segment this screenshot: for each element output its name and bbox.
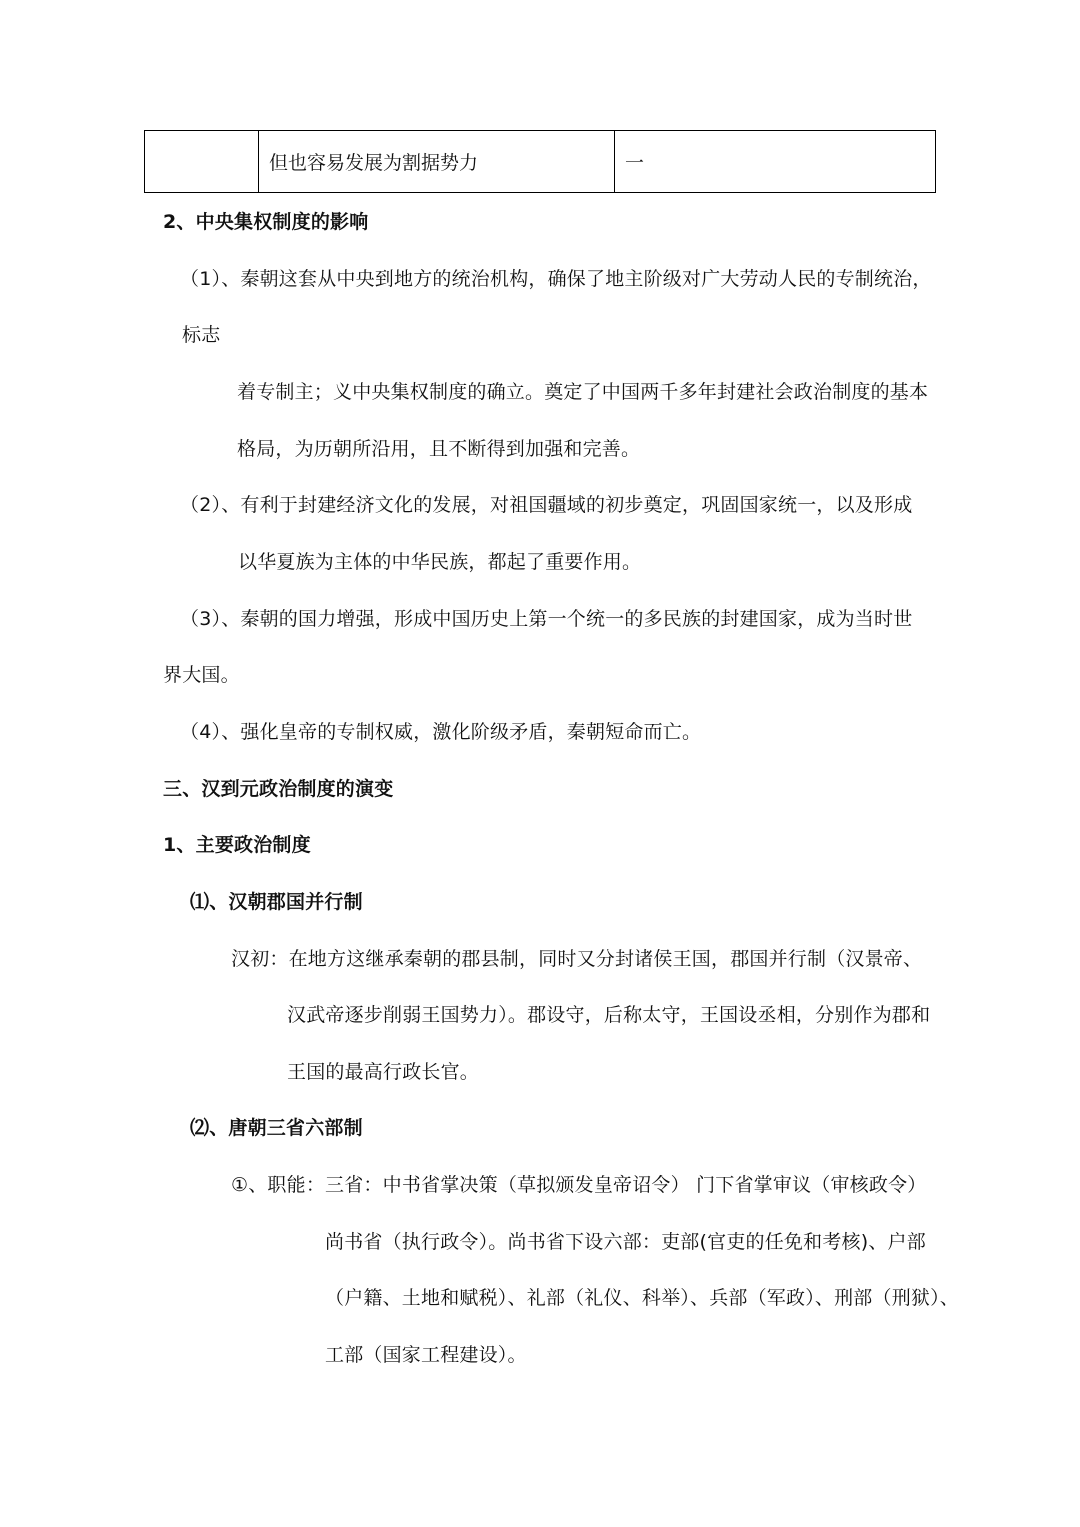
section-heading: 2、中央集权制度的影响 xyxy=(163,211,369,233)
paragraph-line: （4）、强化皇帝的专制权威，激化阶级矛盾，秦朝短命而亡。 xyxy=(180,721,702,743)
paragraph-line: （户籍、土地和赋税）、礼部（礼仪、科举）、兵部（军政）、刑部（刑狱）、 xyxy=(325,1287,960,1309)
section-heading: 三、汉到元政治制度的演变 xyxy=(163,778,394,800)
table-cell-1 xyxy=(145,131,259,192)
paragraph-line: 以华夏族为主体的中华民族，都起了重要作用。 xyxy=(238,551,642,573)
paragraph-line: （3）、秦朝的国力增强，形成中国历史上第一个统一的多民族的封建国家，成为当时世 xyxy=(180,608,913,630)
subsection-heading: 1、主要政治制度 xyxy=(163,834,311,856)
paragraph-line: 标志 xyxy=(182,324,221,346)
paragraph-line: 汉武帝逐步削弱王国势力）。郡设守，后称太守，王国设丞相，分别作为郡和 xyxy=(287,1004,931,1026)
paragraph-line: 汉初：在地方这继承秦朝的郡县制，同时又分封诸侯王国，郡国并行制（汉景帝、 xyxy=(231,948,923,970)
table-row xyxy=(144,130,936,193)
paragraph-line: 界大国。 xyxy=(163,664,240,686)
paragraph-line: 着专制主；义中央集权制度的确立。奠定了中国两千多年封建社会政治制度的基本 xyxy=(237,381,929,403)
subsection-heading: ⑴、汉朝郡国并行制 xyxy=(190,891,363,913)
paragraph-line: 尚书省（执行政令）。尚书省下设六部：吏部(官吏的任免和考核)、户部 xyxy=(325,1231,926,1253)
paragraph-line: 工部（国家工程建设）。 xyxy=(325,1344,527,1366)
paragraph-line: （2）、有利于封建经济文化的发展，对祖国疆域的初步奠定，巩固国家统一，以及形成 xyxy=(180,494,913,516)
subsection-heading: ⑵、唐朝三省六部制 xyxy=(190,1117,363,1139)
paragraph-line: 格局，为历朝所沿用，且不断得到加强和完善。 xyxy=(237,438,641,460)
table-cell-3: 一 xyxy=(625,152,645,174)
table-cell-2: 但也容易发展为割据势力 xyxy=(259,131,615,192)
paragraph-line: ①、职能：三省：中书省掌决策（草拟颁发皇帝诏令） 门下省掌审议（审核政令） xyxy=(231,1174,927,1196)
paragraph-line: （1）、秦朝这套从中央到地方的统治机构，确保了地主阶级对广大劳动人民的专制统治， xyxy=(180,268,932,290)
paragraph-line: 王国的最高行政长官。 xyxy=(287,1061,480,1083)
